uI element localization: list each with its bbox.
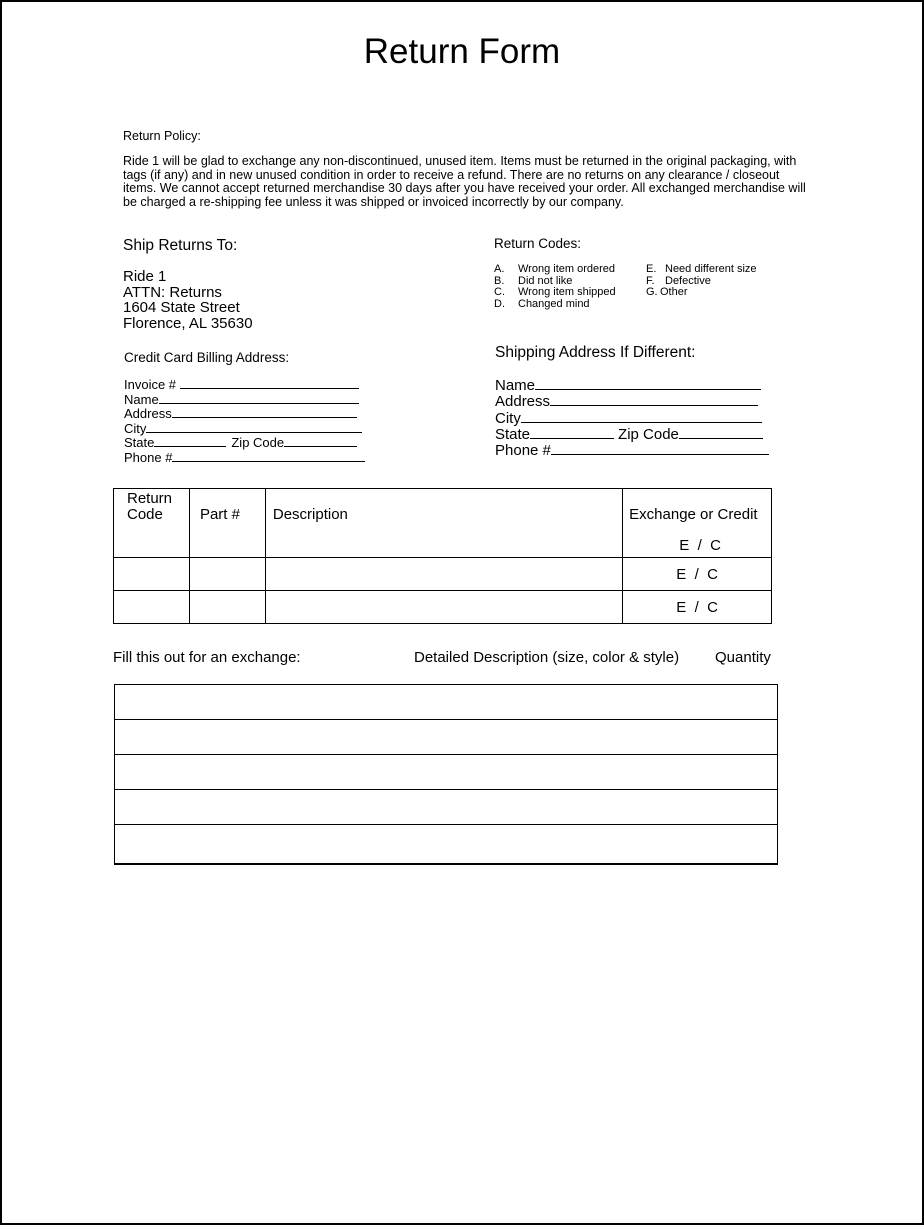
description-label: Description xyxy=(272,506,348,523)
code-text: Wrong item shipped xyxy=(518,286,616,298)
state-line[interactable] xyxy=(530,426,614,439)
name-label: Name xyxy=(495,377,536,394)
code-text: Other xyxy=(660,286,688,298)
description-header[interactable] xyxy=(265,489,622,558)
address-line: Florence, AL 35630 xyxy=(123,314,253,332)
name-line[interactable] xyxy=(159,392,359,404)
exchange-label: Fill this out for an exchange: xyxy=(113,649,301,666)
code-text: Changed mind xyxy=(518,297,590,310)
address-line-blank[interactable] xyxy=(550,393,758,406)
name-label: Name xyxy=(124,391,159,407)
return-items-table xyxy=(113,488,772,624)
address-label: Address xyxy=(124,406,172,421)
ec-choice[interactable]: E / C xyxy=(679,537,721,554)
description-cell[interactable] xyxy=(265,591,622,624)
address-line: 1604 State Street xyxy=(123,299,240,316)
city-line[interactable] xyxy=(521,410,762,423)
exchange-row xyxy=(115,720,778,755)
exchange-row xyxy=(115,685,778,720)
exchange-entry-cell[interactable] xyxy=(115,720,778,755)
exchange-quantity-label: Quantity xyxy=(715,649,771,666)
phone-line[interactable] xyxy=(551,442,769,455)
shipping-state-zip-field[interactable] xyxy=(495,426,769,442)
name-line[interactable] xyxy=(535,377,761,390)
ec-choice[interactable]: E / C xyxy=(623,558,772,591)
code-letter: E. xyxy=(646,263,657,275)
ship-returns-heading: Ship Returns To: xyxy=(123,237,238,254)
address-line-blank[interactable] xyxy=(172,406,357,418)
return-codes-right xyxy=(646,264,757,299)
billing-state-zip-field[interactable] xyxy=(124,435,365,450)
phone-label: Phone # xyxy=(495,442,551,460)
code-text: Defective xyxy=(665,274,711,287)
return-code-header[interactable] xyxy=(114,489,190,558)
address-line: Ride 1 xyxy=(123,268,167,285)
shipping-phone-field[interactable] xyxy=(495,442,769,458)
exchange-entry-cell[interactable] xyxy=(115,685,778,720)
return-code-cell[interactable] xyxy=(114,558,190,591)
code-text: Did not like xyxy=(518,274,573,287)
exchange-row xyxy=(115,755,778,790)
state-label: State xyxy=(495,425,531,443)
billing-address-field[interactable] xyxy=(124,406,365,421)
state-label: State xyxy=(124,435,155,450)
city-label: City xyxy=(495,409,521,427)
exchange-detail-label: Detailed Description (size, color & style) xyxy=(414,649,680,666)
billing-heading: Credit Card Billing Address: xyxy=(124,350,290,365)
invoice-field[interactable] xyxy=(124,377,365,392)
shipping-address-field[interactable] xyxy=(495,393,769,409)
return-codes-left xyxy=(494,264,616,310)
exchange-entry-cell[interactable] xyxy=(115,825,778,865)
shipping-city-field[interactable] xyxy=(495,410,769,426)
city-line[interactable] xyxy=(146,421,362,433)
phone-line[interactable] xyxy=(172,450,365,462)
table-row xyxy=(114,558,772,591)
shipping-name-field[interactable] xyxy=(495,377,769,393)
table-row xyxy=(114,591,772,624)
shipping-form xyxy=(495,377,769,458)
code-letter: G. xyxy=(646,286,658,298)
billing-name-field[interactable] xyxy=(124,392,365,407)
description-cell[interactable] xyxy=(265,558,622,591)
page-title: Return Form xyxy=(363,32,561,71)
exchange-entry-cell[interactable] xyxy=(115,790,778,825)
code-text: Need different size xyxy=(665,263,757,275)
exchange-credit-label: Exchange or Credit xyxy=(629,506,758,523)
exchange-row xyxy=(115,790,778,825)
policy-heading: Return Policy: xyxy=(123,129,201,143)
part-number-label: Part # xyxy=(199,506,240,523)
zip-label: Zip Code xyxy=(231,435,285,450)
billing-form xyxy=(124,377,365,464)
part-number-cell[interactable] xyxy=(189,591,265,624)
invoice-label: Invoice # xyxy=(124,377,177,392)
state-line[interactable] xyxy=(154,435,226,447)
policy-text: Ride 1 will be glad to exchange any non-discontinued, unused item. Items must be returned in the original packaging, with tags (if any) and in new unused condition in order to receive a refund. There are no returns on any clearance / closeout items. We cannot accept returned merchandise 30 days after you have received your order. All exchanged merchandise will be charged a re-shipping fee unless it was shipped or invoiced incorrectly by our company. xyxy=(123,154,806,209)
shipping-heading: Shipping Address If Different: xyxy=(495,344,696,361)
code-letter: A. xyxy=(494,263,505,275)
zip-line[interactable] xyxy=(284,435,357,447)
zip-line[interactable] xyxy=(679,426,763,439)
address-line: ATTN: Returns xyxy=(123,283,222,301)
code-letter: D. xyxy=(494,297,505,310)
exchange-row xyxy=(115,825,778,865)
city-label: City xyxy=(124,420,147,436)
address-label: Address xyxy=(495,393,551,411)
code-letter: F. xyxy=(646,274,655,287)
part-number-header[interactable] xyxy=(189,489,265,558)
code-header-line: Code xyxy=(127,505,163,523)
return-codes-heading: Return Codes: xyxy=(494,236,582,251)
exchange-table xyxy=(114,684,778,865)
ship-returns-address xyxy=(123,269,253,331)
exchange-credit-header[interactable] xyxy=(623,489,772,558)
ec-choice[interactable]: E / C xyxy=(623,591,772,624)
exchange-entry-cell[interactable] xyxy=(115,755,778,790)
billing-phone-field[interactable] xyxy=(124,450,365,465)
return-header-line: Return xyxy=(127,490,173,507)
table-header-row xyxy=(114,489,772,558)
code-text: Wrong item ordered xyxy=(518,263,616,275)
code-letter: C. xyxy=(494,286,505,298)
code-letter: B. xyxy=(494,274,505,287)
part-number-cell[interactable] xyxy=(189,558,265,591)
phone-label: Phone # xyxy=(124,449,173,465)
zip-label: Zip Code xyxy=(618,425,679,443)
invoice-line[interactable] xyxy=(180,377,359,389)
billing-city-field[interactable] xyxy=(124,421,365,436)
return-code-cell[interactable] xyxy=(114,591,190,624)
